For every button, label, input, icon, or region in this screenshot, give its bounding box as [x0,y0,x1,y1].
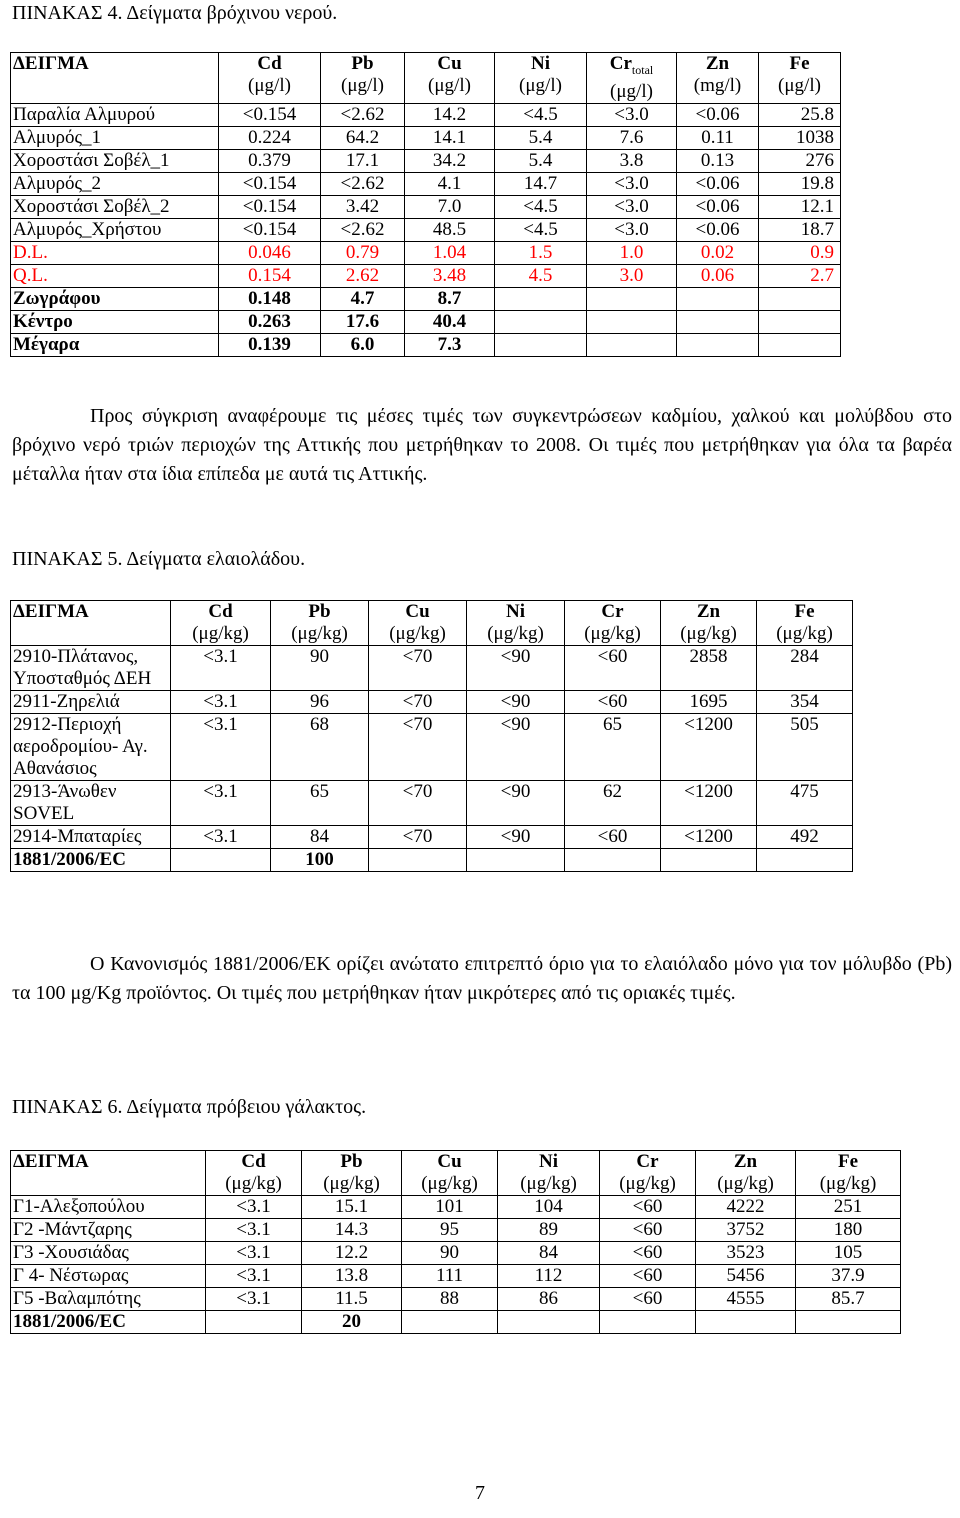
value-cell: 3523 [696,1242,796,1265]
value-cell: 14.3 [302,1219,402,1242]
table-row [11,264,841,287]
value-cell: 4555 [696,1288,796,1311]
value-cell: <2.62 [321,218,405,241]
table-row [11,646,853,691]
value-cell: <0.06 [677,103,759,126]
column-unit: (μg/l) [778,75,821,96]
value-cell: 95 [402,1219,498,1242]
table6-caption: ΠΙΝΑΚΑΣ 6. Δείγματα πρόβειου γάλακτος. [12,1096,367,1118]
value-cell: 15.1 [302,1196,402,1219]
value-cell: 0.06 [677,264,759,287]
value-cell: <3.0 [587,195,677,218]
value-cell [402,1311,498,1334]
column-header [587,53,677,104]
value-cell: <1200 [661,826,757,849]
column-header-label: Pb [308,601,331,622]
column-header [565,601,661,646]
column-unit: (mg/l) [693,75,742,96]
value-cell: 14.1 [405,126,495,149]
column-header-label: ΔΕΙΓΜΑ [13,53,89,74]
sample-name-cell: Αλμυρός_Χρήστου [11,218,219,241]
value-cell: <3.1 [206,1265,302,1288]
value-cell: <3.0 [587,172,677,195]
value-cell: <0.154 [219,195,321,218]
column-header-label: Fe [789,53,810,74]
value-cell: <90 [467,714,565,781]
column-header [321,53,405,104]
value-cell: 88 [402,1288,498,1311]
table-row [11,1196,901,1219]
value-cell: 17.1 [321,149,405,172]
column-header-label: Cd [241,1151,266,1172]
value-cell: <60 [565,691,661,714]
sample-name-cell: Γ2 -Μάντζαρης [11,1219,206,1242]
sample-name-cell: D.L. [11,241,219,264]
column-unit: (μg/kg) [680,623,737,644]
column-header-label: Ni [506,601,525,622]
paragraph-rainwater-comparison [12,402,952,489]
table-row [11,1311,901,1334]
value-cell: 1038 [759,126,841,149]
column-header [11,53,219,104]
value-cell: 6.0 [321,333,405,356]
column-unit: (μg/kg) [487,623,544,644]
sample-name-cell: Χοροστάσι Σοβέλ_2 [11,195,219,218]
value-cell: 7.3 [405,333,495,356]
value-cell: 14.7 [495,172,587,195]
sample-name-cell: Χοροστάσι Σοβέλ_1 [11,149,219,172]
value-cell: <90 [467,646,565,691]
value-cell [759,310,841,333]
value-cell: <1200 [661,714,757,781]
value-cell: 7.6 [587,126,677,149]
column-header-label: Cr [601,601,624,622]
value-cell: 104 [498,1196,600,1219]
sample-name-cell: 2913-Άνωθεν SOVEL [11,781,171,826]
column-header-label: Pb [340,1151,363,1172]
value-cell: <60 [600,1196,696,1219]
value-cell: <70 [369,714,467,781]
table4-caption: ΠΙΝΑΚΑΣ 4. Δείγματα βρόχινου νερού. [12,2,338,24]
value-cell [677,333,759,356]
column-header [696,1151,796,1196]
column-header [11,601,171,646]
sample-name-cell: 2912-Περιοχή αεροδρομίου- Αγ. Αθανάσιος [11,714,171,781]
column-header-label: Zn [705,53,730,74]
value-cell [661,849,757,872]
value-cell: <90 [467,781,565,826]
column-header-label: Cd [257,53,282,74]
column-unit: (μg/kg) [323,1173,380,1194]
value-cell: 18.7 [759,218,841,241]
value-cell [759,333,841,356]
value-cell: 65 [271,781,369,826]
value-cell: <3.1 [206,1288,302,1311]
column-unit: (μg/kg) [192,623,249,644]
value-cell [696,1311,796,1334]
value-cell: 62 [565,781,661,826]
value-cell: 3.48 [405,264,495,287]
table-row [11,826,853,849]
value-cell [796,1311,901,1334]
value-cell: 101 [402,1196,498,1219]
sample-name-cell: 1881/2006/EC [11,1311,206,1334]
column-header [495,53,587,104]
column-header-label: Fe [794,601,815,622]
value-cell: <60 [600,1288,696,1311]
column-header-label: Cu [437,53,462,74]
value-cell: 17.6 [321,310,405,333]
value-cell: 111 [402,1265,498,1288]
value-cell: 90 [271,646,369,691]
table6 [10,1150,901,1334]
value-cell: <60 [565,826,661,849]
value-cell: <70 [369,781,467,826]
column-header [402,1151,498,1196]
value-cell: 3752 [696,1219,796,1242]
column-unit: (μg/kg) [776,623,833,644]
value-cell: 3.8 [587,149,677,172]
value-cell: <3.1 [171,781,271,826]
value-cell [206,1311,302,1334]
sample-name-cell: 2914-Μπαταρίες [11,826,171,849]
value-cell: 13.8 [302,1265,402,1288]
value-cell: 105 [796,1242,901,1265]
value-cell: <60 [600,1242,696,1265]
value-cell: 84 [498,1242,600,1265]
value-cell: 0.224 [219,126,321,149]
value-cell: 90 [402,1242,498,1265]
value-cell: 0.79 [321,241,405,264]
value-cell: <3.1 [171,826,271,849]
value-cell [600,1311,696,1334]
column-unit: (μg/kg) [225,1173,282,1194]
column-unit: (μg/l) [428,75,471,96]
value-cell: <60 [565,646,661,691]
value-cell: 5.4 [495,149,587,172]
value-cell [171,849,271,872]
value-cell: <4.5 [495,195,587,218]
value-cell: 5456 [696,1265,796,1288]
column-header [302,1151,402,1196]
value-cell [759,287,841,310]
header-row [11,1151,901,1196]
value-cell: 5.4 [495,126,587,149]
value-cell [587,287,677,310]
sample-name-cell: Μέγαρα [11,333,219,356]
value-cell [495,287,587,310]
column-unit: (μg/kg) [619,1173,676,1194]
value-cell: <3.0 [587,103,677,126]
value-cell: 12.1 [759,195,841,218]
column-unit: (μg/l) [248,75,291,96]
column-header-label: Ni [539,1151,558,1172]
value-cell: 20 [302,1311,402,1334]
value-cell: 4.1 [405,172,495,195]
table-row [11,310,841,333]
value-cell: 1.04 [405,241,495,264]
value-cell [565,849,661,872]
value-cell: <3.1 [171,646,271,691]
sample-name-cell: Κέντρο [11,310,219,333]
header-row [11,53,841,104]
value-cell: <0.154 [219,103,321,126]
table-row [11,1288,901,1311]
column-header [796,1151,901,1196]
sample-name-cell: Γ1-Αλεξοπούλου [11,1196,206,1219]
table-row [11,714,853,781]
table-row [11,218,841,241]
value-cell: <70 [369,691,467,714]
value-cell: <90 [467,691,565,714]
value-cell: <60 [600,1265,696,1288]
value-cell [467,849,565,872]
value-cell [495,310,587,333]
column-unit: (μg/l) [519,75,562,96]
value-cell: <4.5 [495,218,587,241]
value-cell: <4.5 [495,103,587,126]
value-cell: 505 [757,714,853,781]
page-number: 7 [475,1482,485,1504]
column-header-subscript: total [631,62,654,77]
sample-name-cell: Γ5 -Βαλαμπότης [11,1288,206,1311]
value-cell: 11.5 [302,1288,402,1311]
value-cell: 14.2 [405,103,495,126]
value-cell [495,333,587,356]
column-header-label: Cd [208,601,233,622]
column-unit: (μg/kg) [584,623,641,644]
value-cell: <0.154 [219,218,321,241]
column-header [405,53,495,104]
column-unit: (μg/kg) [819,1173,877,1194]
value-cell [369,849,467,872]
value-cell: 0.263 [219,310,321,333]
value-cell: <3.1 [206,1242,302,1265]
value-cell: 1695 [661,691,757,714]
value-cell: 1.5 [495,241,587,264]
value-cell: 25.8 [759,103,841,126]
value-cell: 0.379 [219,149,321,172]
sample-name-cell: Αλμυρός_1 [11,126,219,149]
value-cell [757,849,853,872]
table-row [11,172,841,195]
table-row [11,849,853,872]
value-cell: 12.2 [302,1242,402,1265]
sample-name-cell: 1881/2006/EC [11,849,171,872]
value-cell: <70 [369,826,467,849]
table-row [11,1219,901,1242]
value-cell: 0.046 [219,241,321,264]
column-header-label: Ni [531,53,550,74]
value-cell: 8.7 [405,287,495,310]
value-cell: <60 [600,1219,696,1242]
column-header [206,1151,302,1196]
value-cell: <3.1 [171,714,271,781]
paragraph-text: Προς σύγκριση αναφέρουμε τις μέσες τιμές των συγκεντρώσεων καδμίου, χαλκού και μολύβδου στο βρόχινο νερό τριών περιοχών της Αττικής που μετρήθηκαν το 2008. Οι τιμές που μετρήθηκαν για όλα τα βαρέα μέταλλα ήταν στα ίδια επίπεδα με αυτά τις Αττικής. [12,405,952,485]
column-unit: (μg/kg) [520,1173,577,1194]
column-header [11,1151,206,1196]
value-cell: <3.1 [206,1196,302,1219]
value-cell: <3.1 [206,1219,302,1242]
value-cell: 2.62 [321,264,405,287]
column-unit: (μg/kg) [717,1173,774,1194]
table4 [10,52,841,357]
table-row [11,1242,901,1265]
table-row [11,149,841,172]
column-unit: (μg/l) [341,75,384,96]
value-cell: 0.154 [219,264,321,287]
column-header [661,601,757,646]
value-cell: 284 [757,646,853,691]
sample-name-cell: 2910-Πλάτανος, Υποσταθμός ΔΕΗ [11,646,171,691]
column-unit: (μg/kg) [291,623,348,644]
column-header [498,1151,600,1196]
value-cell: 40.4 [405,310,495,333]
value-cell [498,1311,600,1334]
column-header [467,601,565,646]
value-cell: 3.42 [321,195,405,218]
value-cell: 65 [565,714,661,781]
value-cell: 0.11 [677,126,759,149]
column-header-label: Pb [351,53,374,74]
value-cell: <90 [467,826,565,849]
sample-name-cell: Ζωγράφου [11,287,219,310]
header-row [11,601,853,646]
column-header-label: Cu [437,1151,462,1172]
value-cell [677,287,759,310]
table-row [11,333,841,356]
value-cell: 68 [271,714,369,781]
value-cell [587,310,677,333]
value-cell: 84 [271,826,369,849]
value-cell: 276 [759,149,841,172]
value-cell: 100 [271,849,369,872]
sample-name-cell: Αλμυρός_2 [11,172,219,195]
column-header-label: Fe [837,1151,859,1172]
column-header [757,601,853,646]
column-header-label: ΔΕΙΓΜΑ [13,601,89,622]
value-cell: 4.5 [495,264,587,287]
value-cell: 0.148 [219,287,321,310]
value-cell: 19.8 [759,172,841,195]
table-row [11,781,853,826]
value-cell: 37.9 [796,1265,901,1288]
table-row [11,691,853,714]
value-cell: 86 [498,1288,600,1311]
paragraph-text: Ο Κανονισμός 1881/2006/ΕΚ ορίζει ανώτατο επιτρεπτό όριο για το ελαιόλαδο μόνο για τον μόλυβδο (Pb) τα 100 μg/Kg προϊόντος. Οι τιμές που μετρήθηκαν ήταν μικρότερες από τις οριακές τιμές. [12,953,952,1004]
value-cell: <70 [369,646,467,691]
column-header-label: Cr [609,53,632,74]
sample-name-cell: Παραλία Αλμυρού [11,103,219,126]
value-cell: 0.02 [677,241,759,264]
column-header [219,53,321,104]
column-header [369,601,467,646]
column-header [759,53,841,104]
column-unit: (μg/l) [610,80,653,102]
sample-name-cell: Γ3 -Χουσιάδας [11,1242,206,1265]
table-row [11,241,841,264]
value-cell: 475 [757,781,853,826]
value-cell: 3.0 [587,264,677,287]
value-cell: <3.0 [587,218,677,241]
column-header-label: Zn [733,1151,758,1172]
value-cell: <2.62 [321,172,405,195]
sample-name-cell: Q.L. [11,264,219,287]
column-header [271,601,369,646]
table5-caption: ΠΙΝΑΚΑΣ 5. Δείγματα ελαιολάδου. [12,548,306,570]
column-header-label: ΔΕΙΓΜΑ [13,1151,89,1172]
column-unit: (μg/kg) [421,1173,478,1194]
column-unit: (μg/kg) [389,623,446,644]
value-cell: 354 [757,691,853,714]
value-cell: <0.154 [219,172,321,195]
value-cell [587,333,677,356]
table-row [11,195,841,218]
value-cell: 34.2 [405,149,495,172]
table5 [10,600,853,872]
value-cell: 85.7 [796,1288,901,1311]
value-cell: 492 [757,826,853,849]
column-header [677,53,759,104]
value-cell: 112 [498,1265,600,1288]
value-cell: 0.139 [219,333,321,356]
table-row [11,1265,901,1288]
column-header [171,601,271,646]
column-header-label: Cu [405,601,430,622]
column-header-label: Zn [696,601,721,622]
value-cell: 2.7 [759,264,841,287]
value-cell: <0.06 [677,195,759,218]
value-cell: 89 [498,1219,600,1242]
value-cell: 4222 [696,1196,796,1219]
value-cell: 7.0 [405,195,495,218]
value-cell: <0.06 [677,218,759,241]
table-row [11,287,841,310]
sample-name-cell: 2911-Ζηρελιά [11,691,171,714]
value-cell: 0.9 [759,241,841,264]
value-cell: <2.62 [321,103,405,126]
value-cell: 48.5 [405,218,495,241]
value-cell: 4.7 [321,287,405,310]
table-row [11,126,841,149]
sample-name-cell: Γ 4- Νέστωρας [11,1265,206,1288]
paragraph-regulation [12,950,952,1008]
value-cell: 64.2 [321,126,405,149]
value-cell: 96 [271,691,369,714]
column-header-label: Cr [636,1151,659,1172]
column-header [600,1151,696,1196]
value-cell: 251 [796,1196,901,1219]
table-row [11,103,841,126]
value-cell: 180 [796,1219,901,1242]
value-cell: <0.06 [677,172,759,195]
value-cell: <3.1 [171,691,271,714]
value-cell: 2858 [661,646,757,691]
value-cell: <1200 [661,781,757,826]
value-cell [677,310,759,333]
value-cell: 1.0 [587,241,677,264]
value-cell: 0.13 [677,149,759,172]
